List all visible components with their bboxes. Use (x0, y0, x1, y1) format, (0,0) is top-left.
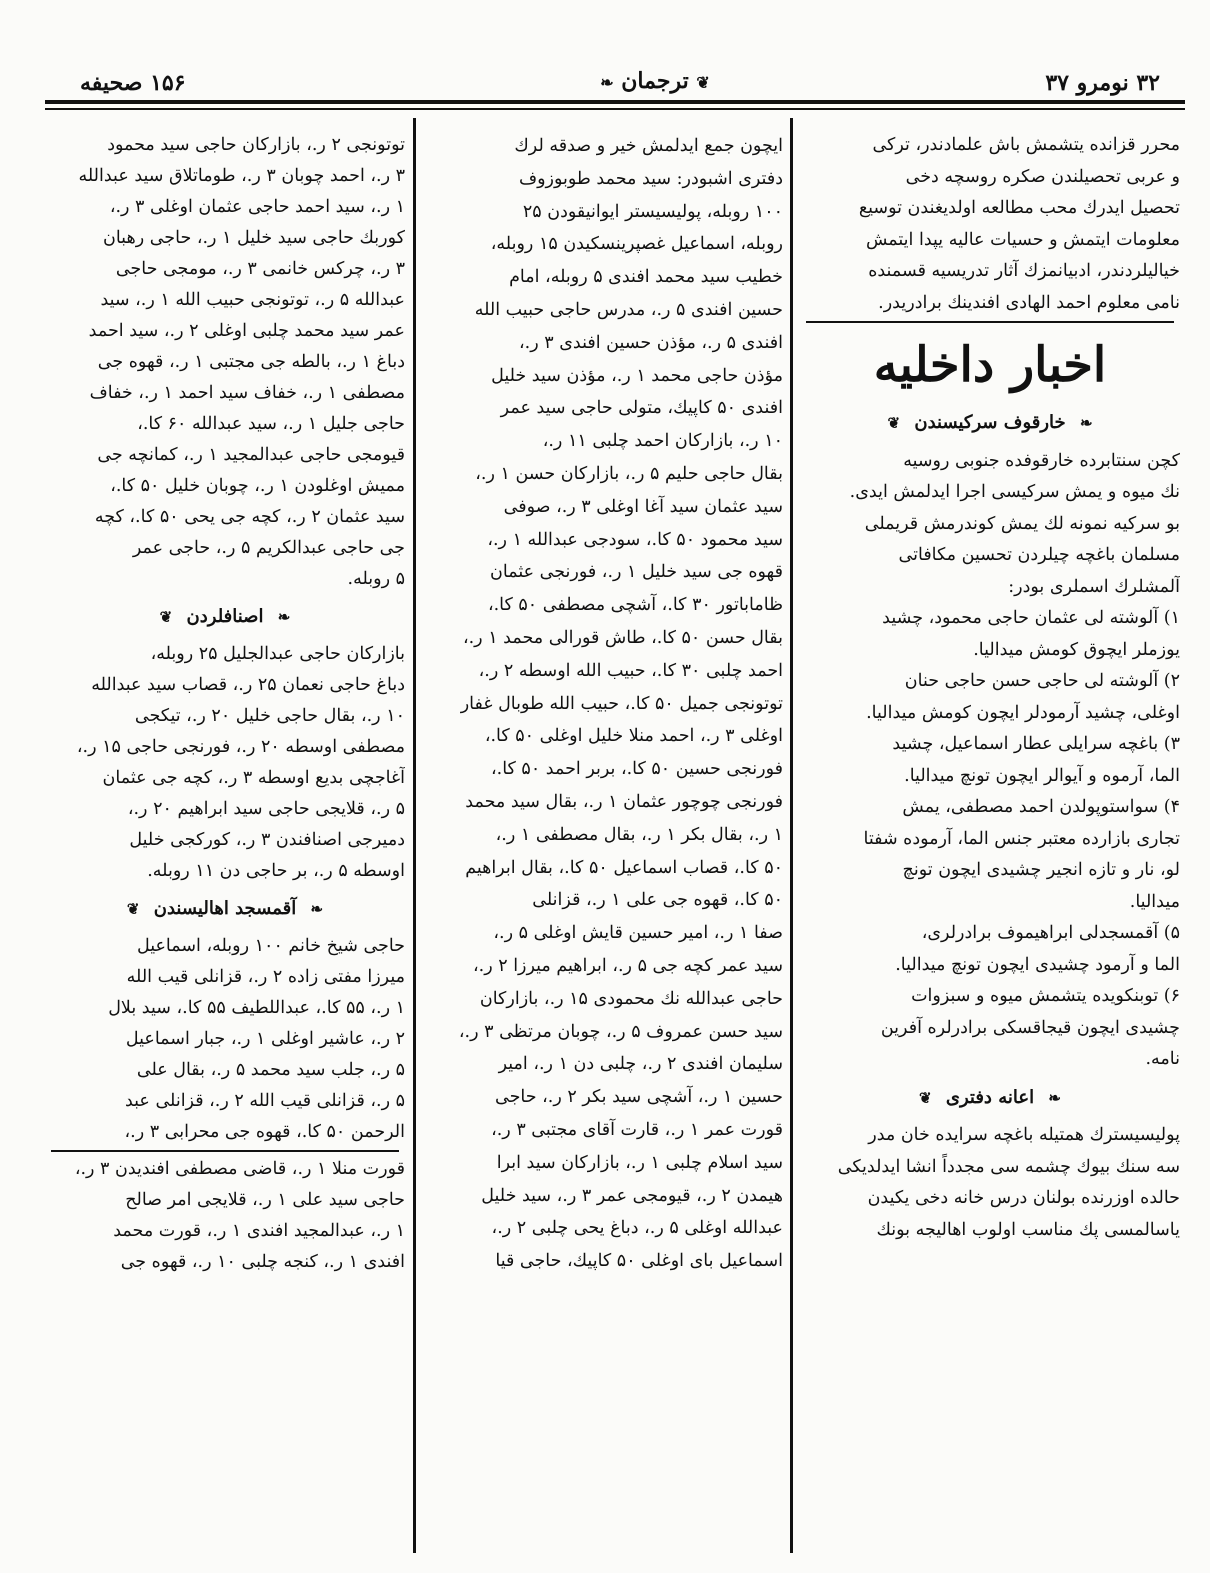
text-line: ۱) آلوشته لی عثمان حاجی محمود، چشید (882, 608, 1180, 628)
text-line: دباغ حاجی نعمان ۲۵ ر.، قصاب سید عبدالله (91, 675, 405, 695)
text-line: آغاجچی بدیع اوسطه ۳ ر.، کچه جی عثمان (102, 768, 405, 788)
text-line: ۱۰ ر.، بازارکان احمد چلبی ۱۱ ر.، (542, 431, 783, 452)
text-line: سید عثمان سید آغا اوغلی ۳ ر.، صوفی (503, 496, 783, 517)
text-line: کوربك حاجی سید خلیل ۱ ر.، حاجی رهبان (103, 228, 405, 248)
text-line: یاسالمسی پك مناسب اولوب اهالیجه بونك (876, 1219, 1180, 1240)
text-line: معلومات ایتمش و حسیات عالیه یپدا ایتمش (865, 229, 1180, 250)
text-line: میرزا مفتی زاده ۲ ر.، قزانلی قیب الله (126, 967, 405, 987)
guild-donor-list (45, 639, 405, 887)
right-ornament-icon: ❧ (600, 73, 614, 92)
donor-list-continued (45, 130, 405, 595)
text-line: نك میوه و یمش سرکیسی اجرا ایدلمش ایدی. (849, 482, 1180, 502)
text-line: توتونجی ۲ ر.، بازارکان حاجی سید محمود (107, 135, 405, 155)
heading-kharkov-text: خارقوف سرکیسندن (914, 412, 1066, 433)
text-line: ۵ ر.، جلب سید محمد ۵ ر.، بقال علی (136, 1060, 405, 1080)
text-line: ظاماباتور ۳۰ کا.، آشچی مصطفی ۵۰ کا.، (487, 595, 783, 616)
text-line: اوغلی، چشید آرمودلر ایچون کومش میدالیا. (866, 702, 1180, 723)
medal-list (800, 603, 1180, 1076)
text-line: مؤذن حاجی محمد ۱ ر.، مؤذن سید خلیل (491, 365, 783, 386)
heading-akmescit (45, 893, 405, 925)
text-line: دفتری اشبودر: سید محمد طوبوزوف (518, 168, 783, 189)
page-number: ۱۵۶ صحیفه (80, 70, 186, 96)
text-line: ۱۰ ر.، بقال حاجی خلیل ۲۰ ر.، تیکجی (134, 706, 405, 726)
heading-guilds (45, 601, 405, 633)
text-line: حاجی عبدالله نك محمودی ۱۵ ر.، بازارکان (479, 988, 783, 1009)
ornament-icon: ❦ (126, 900, 140, 918)
text-line: حسین ۱ ر.، آشچی سید بکر ۲ ر.، حاجی (495, 1087, 783, 1108)
text-line: بازارکان حاجی عبدالجلیل ۲۵ روبله، (150, 644, 405, 664)
section-divider (51, 1150, 399, 1152)
masthead-rule-thick (45, 100, 1185, 104)
text-line: ۳ ر.، چرکس خانمی ۳ ر.، مومجی حاجی (115, 259, 405, 279)
column-right (800, 130, 1180, 1246)
ornament-icon: ❦ (159, 608, 173, 626)
heading-guilds-text: اصنافلردن (186, 606, 264, 627)
text-line: احمد چلبی ۳۰ کا.، حبیب الله اوسطه ۲ ر.، (478, 660, 783, 681)
ornament-icon: ❧ (1079, 414, 1093, 432)
donations-paragraph (800, 1120, 1180, 1246)
text-line: ۱ ر.، ۵۵ کا.، عبداللطیف ۵۵ کا.، سید بلال (108, 998, 405, 1018)
section-title: اخبار داخلیه (873, 337, 1107, 393)
text-line: اوغلی ۳ ر.، احمد منلا خلیل اوغلی ۵۰ کا.، (484, 726, 783, 747)
text-line: ۶) توبنکویده یتشمش میوه و سبزوات (911, 986, 1180, 1006)
text-line: بو سرکیه نمونه لك یمش کوندرمش قریملی (864, 513, 1180, 534)
akmescit-donor-list-continued (45, 1154, 405, 1278)
text-line: حاجی سید علی ۱ ر.، قلایجی امر صالح (125, 1190, 405, 1210)
column-left (45, 130, 405, 1278)
text-line: جی حاجی عبدالکریم ۵ ر.، حاجی عمر (132, 538, 405, 558)
text-line: آلمشلرك اسملری بودر: (1008, 576, 1180, 597)
text-line: لو، نار و تازه انجیر چشیدی ایچون تونچ (902, 860, 1180, 880)
left-ornament-icon: ❦ (696, 73, 710, 92)
text-line: ۳) باغچه سرایلی عطار اسماعیل، چشید (892, 734, 1180, 754)
text-line: ۵۰ کا.، قصاب اسماعیل ۵۰ کا.، بقال ابراهیم (465, 857, 783, 878)
text-line: روبله، اسماعیل غصپرینسکیدن ۱۵ روبله، (490, 234, 783, 255)
text-line: مسلمان باغچه چیلردن تحسین مکافاتی (898, 545, 1180, 565)
ornament-icon: ❦ (919, 1088, 932, 1107)
column-middle (423, 130, 783, 1278)
text-line: سید عثمان ۲ ر.، کچه جی یحی ۵۰ کا.، کچه (94, 507, 405, 527)
heading-donations-text: اعانه دفتری (945, 1086, 1035, 1108)
text-line: بقال حاجی حلیم ۵ ر.، بازارکان حسن ۱ ر.، (475, 463, 783, 484)
newspaper-title-text: ترجمان (621, 68, 689, 94)
text-line: میدالیا. (1129, 891, 1180, 912)
text-line: ۱ ر.، بقال بکر ۱ ر.، بقال مصطفی ۱ ر.، (495, 824, 783, 845)
text-line: افندی ۵ ر.، مؤذن حسین افندی ۳ ر.، (519, 332, 783, 353)
text-line: قیومجی حاجی عبدالمجید ۱ ر.، کمانچه جی (97, 445, 405, 465)
text-line: سید محمود ۵۰ کا.، سودجی عبدالله ۱ ر.، (487, 529, 783, 550)
issue-number: ۳۲ نومرو ۳۷ (1045, 70, 1160, 96)
text-line: سه سنك بیوك چشمه سی مجدداً انشا ایدلدیکی (837, 1156, 1180, 1177)
text-line: سلیمان افندی ۲ ر.، چلبی دن ۱ ر.، امیر (498, 1054, 783, 1075)
text-line: افندی ۱ ر.، کنجه چلبی ۱۰ ر.، قهوه جی (120, 1252, 405, 1272)
newspaper-title (580, 68, 730, 94)
text-line: الما، آرموه و آیوالر ایچون تونچ میدالیا. (904, 765, 1180, 786)
section-divider (806, 321, 1174, 323)
text-line: ۱ ر.، سید احمد حاجی عثمان اوغلی ۳ ر.، (109, 197, 405, 217)
text-line: پولیسیسترك همتیله باغچه سرایده خان مدر (868, 1125, 1180, 1145)
text-line: ممیش اوغلودن ۱ ر.، چوبان خلیل ۵۰ کا.، (110, 476, 405, 496)
text-line: مصطفی ۱ ر.، خفاف سید احمد ۱ ر.، خفاف (89, 383, 405, 403)
text-line: ۴) سواستوپولدن احمد مصطفی، یمش (902, 797, 1180, 817)
text-line: و عربی تحصیلندن صکره روسچه دخی (905, 166, 1180, 187)
ornament-icon: ❧ (277, 608, 291, 626)
text-line: تحصیل ایدرك محب مطالعه اولدیغندن توسیع (858, 198, 1180, 218)
text-line: محرر قزانده یتشمش باش علمادندر، ترکی (872, 135, 1180, 155)
text-line: مصطفی اوسطه ۲۰ ر.، فورنجی حاجی ۱۵ ر.، (76, 737, 405, 757)
text-line: خیالیلردندر، ادبیانمزك آثار تدریسیه قسمنده (868, 261, 1180, 281)
text-line: فورنجی حسین ۵۰ کا.، بربر احمد ۵۰ کا.، (490, 759, 783, 780)
text-line: قورت منلا ۱ ر.، قاضی مصطفی افندیدن ۳ ر.، (74, 1159, 405, 1179)
text-line: ۱۰۰ روبله، پولیسیستر ایوانیقودن ۲۵ (522, 201, 783, 222)
text-line: الرحمن ۵۰ کا.، قهوه جی محرابی ۳ ر.، (124, 1122, 405, 1142)
text-line: نامی معلوم احمد الهادی افندینك برادریدر. (878, 292, 1180, 313)
text-line: الما و آرمود چشیدی ایچون تونچ میدالیا. (895, 954, 1180, 975)
text-line: عبدالله اوغلی ۵ ر.، دباغ یحی چلبی ۲ ر.، (491, 1218, 783, 1239)
text-line: ۵ روبله. (347, 569, 405, 589)
text-line: سید عمر کچه جی ۵ ر.، ابراهیم میرزا ۲ ر.، (472, 955, 783, 976)
donor-list (423, 130, 783, 1278)
text-line: یوزملر ایچوق کومش میدالیا. (973, 639, 1180, 660)
text-line: حسین افندی ۵ ر.، مدرس حاجی حبیب الله (474, 299, 783, 320)
text-line: ۵ ر.، قزانلی قیب الله ۲ ر.، قزانلی عبد (124, 1091, 405, 1111)
text-line: تجاری بازارده معتبر جنس الما، آرموده شفتا (863, 828, 1180, 849)
text-line: چشیدی ایچون قیجاقسکی برادرلره آفرین (880, 1017, 1180, 1038)
akmescit-donor-list (45, 931, 405, 1148)
text-line: قورت عمر ۱ ر.، قارت آقای مجتبی ۳ ر.، (491, 1119, 783, 1140)
ornament-icon: ❦ (887, 414, 901, 432)
text-line: فورنجی چوچور عثمان ۱ ر.، بقال سید محمد (465, 791, 783, 812)
heading-akmescit-text: آقمسجد اهالیسندن (153, 898, 297, 919)
text-line: افندی ۵۰ کاپیك، متولی حاجی سید عمر (500, 398, 783, 419)
text-line: ۳ ر.، احمد چوبان ۳ ر.، طوماتلاق سید عبدالله (78, 166, 405, 186)
text-line: ۵ ر.، قلایجی حاجی سید ابراهیم ۲۰ ر.، (127, 799, 405, 819)
text-line: ۲ ر.، عاشیر اوغلی ۱ ر.، جبار اسماعیل (125, 1029, 405, 1049)
text-line: اسماعیل بای اوغلی ۵۰ کاپیك، حاجی قیا (495, 1251, 783, 1272)
text-line: ۱ ر.، عبدالمجید افندی ۱ ر.، قورت محمد (113, 1221, 405, 1241)
ornament-icon: ❧ (310, 900, 324, 918)
text-line: ۲) آلوشته لی حاجی حسن حاجی حنان (904, 671, 1180, 691)
text-line: سید اسلام چلبی ۱ ر.، بازارکان سید ابرا (496, 1152, 783, 1173)
text-line: صفا ۱ ر.، امیر حسین قایش اوغلی ۵ ر.، (493, 923, 783, 944)
heading-donations (800, 1082, 1180, 1115)
masthead-rule-thin (45, 108, 1185, 110)
masthead (40, 60, 1180, 96)
text-line: سید حسن عمروف ۵ ر.، چوبان مرتظی ۳ ر.، (458, 1021, 783, 1042)
text-line: قهوه جی سید خلیل ۱ ر.، فورنجی عثمان (490, 562, 783, 583)
text-line: دباغ ۱ ر.، بالطه جی مجتبی ۱ ر.، قهوه جی (97, 352, 405, 372)
text-line: حالده اوزرنده بولنان درس خانه دخی یکیدن (867, 1188, 1180, 1208)
text-line: نامه. (1145, 1049, 1180, 1069)
text-line: اوسطه ۵ ر.، بر حاجی دن ۱۱ روبله. (147, 861, 405, 881)
heading-kharkov (800, 407, 1180, 440)
text-line: ایچون جمع ایدلمش خیر و صدقه لرك (514, 136, 783, 156)
text-line: خطیب سید محمد افندی ۵ روبله، امام (509, 267, 783, 288)
text-line: ۵) آقمسجدلی ابراهیموف برادرلری، (921, 923, 1180, 943)
text-line: عمر سید محمد چلبی اوغلی ۲ ر.، سید احمد (88, 321, 405, 341)
text-line: بقال حسن ۵۰ کا.، طاش قورالی محمد ۱ ر.، (462, 627, 783, 648)
text-line: توتونجی جمیل ۵۰ کا.، حبیب الله طوبال غفار (460, 693, 783, 714)
column-divider-right (790, 118, 793, 1553)
text-line: ۵۰ کا.، قهوه جی علی ۱ ر.، قزانلی (532, 890, 783, 911)
ornament-icon: ❧ (1048, 1088, 1061, 1107)
intro-paragraph (800, 130, 1180, 319)
text-line: کچن سنتابرده خارقوفده جنوبی روسیه (903, 450, 1180, 471)
text-line: حاجی جلیل ۱ ر.، سید عبدالله ۶۰ کا.، (137, 414, 405, 434)
kharkov-paragraph (800, 446, 1180, 604)
column-divider-left (413, 118, 416, 1553)
text-line: حاجی شیخ خانم ۱۰۰ روبله، اسماعیل (136, 936, 405, 956)
text-line: هیمدن ۲ ر.، قیومجی عمر ۳ ر.، سید خلیل (481, 1185, 783, 1206)
text-line: عبدالله ۵ ر.، توتونجی حبیب الله ۱ ر.، سید (100, 290, 405, 310)
text-line: دمیرجی اصنافندن ۳ ر.، کورکجی خلیل (129, 830, 405, 850)
